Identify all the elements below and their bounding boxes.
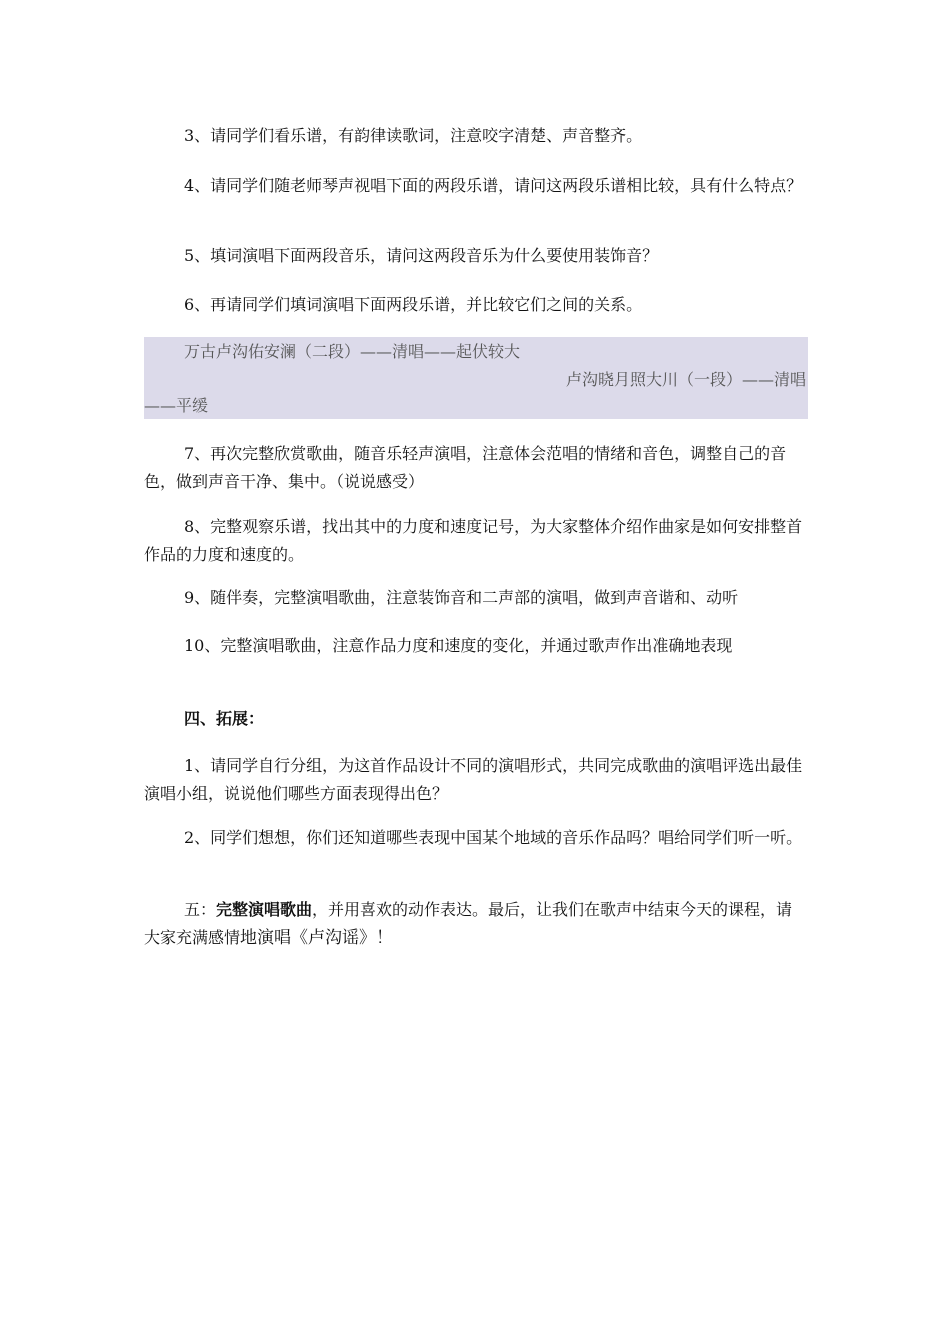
score-comparison-highlight [144, 337, 808, 419]
step-5-paragraph: 5、填词演唱下面两段音乐，请问这两段音乐为什么要使用装饰音？ [184, 246, 659, 265]
highlight-line-1: 万古卢沟佑安澜（二段）——清唱——起伏较大 [184, 342, 521, 361]
finale-bold-text: 完整演唱歌曲 [216, 900, 313, 919]
step-3-paragraph: 3、请同学们看乐谱，有韵律读歌词，注意咬字清楚、声音整齐。 [184, 126, 643, 145]
section-4-heading: 四、拓展： [184, 709, 265, 728]
step-6-paragraph: 6、再请同学们填词演唱下面两段乐谱，并比较它们之间的关系。 [184, 295, 643, 314]
finale-prefix: 五： [184, 900, 217, 919]
extension-1-paragraph: 1、请同学自行分组，为这首作品设计不同的演唱形式，共同完成歌曲的演唱评选出最佳演唱小组，说说他们哪些方面表现得出色？ [144, 756, 803, 803]
finale-end-text: 地演唱《卢沟谣》！ [240, 928, 394, 948]
extension-2-paragraph: 2、同学们想想，你们还知道哪些表现中国某个地域的音乐作品吗？唱给同学们听一听。 [184, 828, 803, 847]
step-9-paragraph: 9、随伴奏，完整演唱歌曲，注意装饰音和二声部的演唱，做到声音谐和、动听 [184, 588, 739, 607]
highlight-line-2: 卢沟晓月照大川（一段）——清唱 [565, 370, 806, 389]
finale-paragraph [144, 896, 808, 952]
step-4-paragraph: 4、请同学们随老师琴声视唱下面的两段乐谱，请问这两段乐谱相比较，具有什么特点？ [184, 176, 803, 195]
step-10-paragraph: 10、完整演唱歌曲，注意作品力度和速度的变化，并通过歌声作出准确地表现 [184, 636, 733, 655]
highlight-line-3: ——平缓 [144, 396, 209, 415]
step-7-paragraph: 7、再次完整欣赏歌曲，随音乐轻声演唱，注意体会范唱的情绪和音色，调整自己的音色，做到声音干净、集中。（说说感受） [144, 444, 787, 491]
finale-middle-text: ，并用喜欢的动作表达。最后，让我们在歌声中结束今天的课程，请大家充满感情 [144, 900, 793, 947]
step-8-paragraph: 8、完整观察乐谱，找出其中的力度和速度记号，为大家整体介绍作曲家是如何安排整首作品的力度和速度的。 [144, 517, 803, 564]
